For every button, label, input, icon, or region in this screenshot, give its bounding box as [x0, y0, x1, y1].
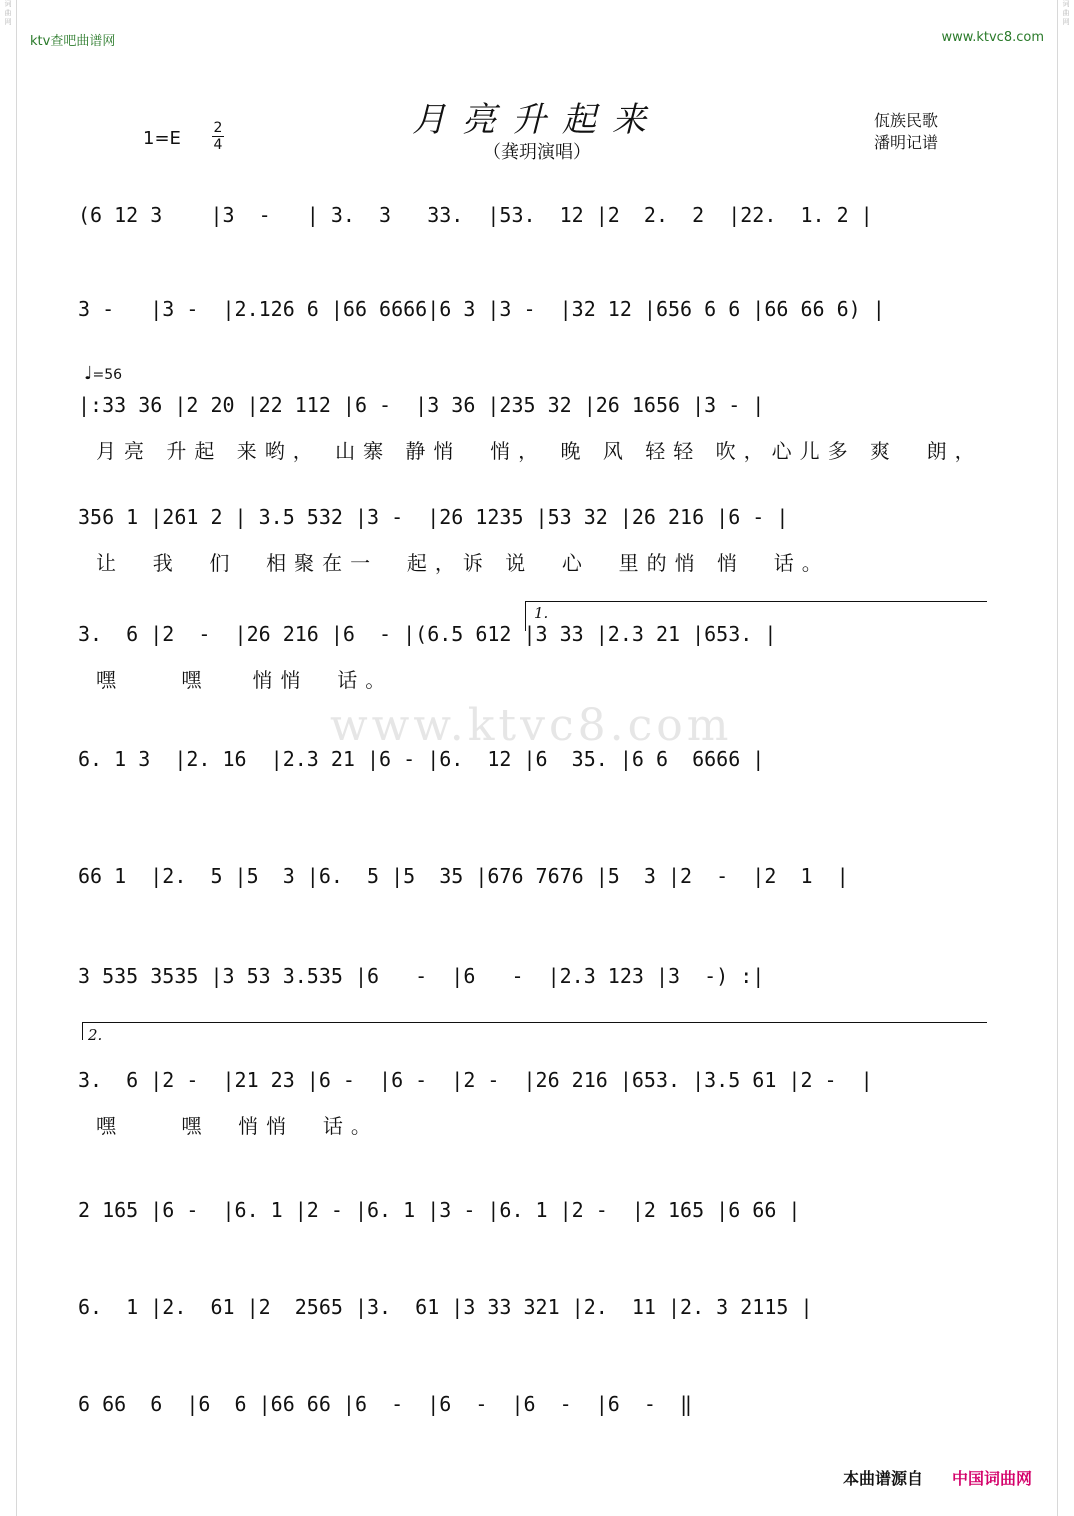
score-line-11: [78, 1295, 990, 1335]
volta-first-label: 1.: [534, 604, 549, 622]
volta-first-line: [525, 601, 987, 602]
notation: 3. 6 |2 - |26 216 |6 - |(6.5 612 |3 33 |2.3 21 |653. |: [78, 622, 777, 646]
song-title: 月亮升起来: [412, 100, 662, 140]
lyrics: 嘿 嘿 悄悄 话。: [96, 1114, 379, 1138]
notation: 6 66 6 |6 6 |66 66 |6 - |6 - |6 - |6 - ‖: [78, 1392, 693, 1416]
lyrics: 月亮 升起 来哟， 山寨 静悄 悄， 晚 风 轻轻 吹，心儿多 爽 朗，: [96, 439, 983, 463]
lyrics: 嘿 嘿 悄悄 话。: [96, 668, 394, 692]
quarter-note-icon: ♩: [84, 363, 93, 384]
volta-second-line: [82, 1022, 987, 1023]
header-site-right[interactable]: www.ktvc8.com: [941, 30, 1044, 45]
notation: 356 1 |261 2 | 3.5 532 |3 - |26 1235 |53 32 |26 216 |6 - |: [78, 505, 789, 529]
notation: 6. 1 |2. 61 |2 2565 |3. 61 |3 33 321 |2. 11 |2. 3 2115 |: [78, 1295, 813, 1319]
song-performer: （龚玥演唱）: [483, 142, 591, 163]
notation: 2 165 |6 - |6. 1 |2 - |6. 1 |3 - |6. 1 |2 - |2 165 |6 66 |: [78, 1198, 801, 1222]
score-line-9: [78, 1068, 990, 1138]
score-line-2: [78, 297, 990, 337]
notation: 3 535 3535 |3 53 3.535 |6 - |6 - |2.3 123 |3 -) :|: [78, 964, 765, 988]
score-line-5: [78, 622, 990, 692]
score-line-1: [78, 203, 990, 243]
time-denominator: 4: [213, 137, 223, 153]
notation: |:33 36 |2 20 |22 112 |6 - |3 36 |235 32 |26 1656 |3 - |: [78, 393, 765, 417]
left-side-strip: [0, 0, 17, 1516]
volta-second-label: 2.: [88, 1026, 103, 1044]
score-line-12: [78, 1392, 990, 1432]
time-signature: [212, 120, 224, 153]
side-strip-text: 词 曲 网: [1062, 0, 1070, 26]
notation: 6. 1 3 |2. 16 |2.3 21 |6 - |6. 12 |6 35. |6 6 6666 |: [78, 747, 765, 771]
tempo-value: =56: [92, 367, 123, 383]
notation: (6 12 3 |3 - | 3. 3 33. |53. 12 |2 2. 2 |22. 1. 2 |: [78, 203, 873, 227]
score-line-3: [78, 393, 990, 463]
score-line-8: [78, 964, 990, 1004]
score-line-7: [78, 864, 990, 904]
notation: 3. 6 |2 - |21 23 |6 - |6 - |2 - |26 216 |653. |3.5 61 |2 - |: [78, 1068, 873, 1092]
score-line-10: [78, 1198, 990, 1238]
notation: 66 1 |2. 5 |5 3 |6. 5 |5 35 |676 7676 |5 3 |2 - |2 1 |: [78, 864, 849, 888]
time-numerator: 2: [213, 120, 223, 136]
footer-source-site[interactable]: 中国词曲网: [952, 1469, 1033, 1488]
right-side-strip: [1057, 0, 1074, 1516]
key-signature: 1=E: [143, 128, 181, 149]
footer-source-label: 本曲谱源自: [843, 1469, 924, 1488]
volta-second-hook: [82, 1022, 83, 1040]
tempo-marking: [84, 363, 122, 384]
song-origin: 佤族民歌: [874, 111, 939, 130]
header-site-left[interactable]: ktv查吧曲谱网: [30, 34, 116, 49]
side-strip-text: 词 曲 网: [4, 0, 12, 26]
song-transcriber: 潘明记谱: [874, 133, 939, 152]
watermark: www.ktvc8.com: [330, 700, 733, 751]
lyrics: 让 我 们 相聚在一 起，诉 说 心 里的悄 悄 话。: [96, 551, 830, 575]
score-line-6: [78, 747, 990, 787]
score-line-4: [78, 505, 990, 575]
notation: 3 - |3 - |2.126 6 |66 6666|6 3 |3 - |32 12 |656 6 6 |66 66 6) |: [78, 297, 885, 321]
